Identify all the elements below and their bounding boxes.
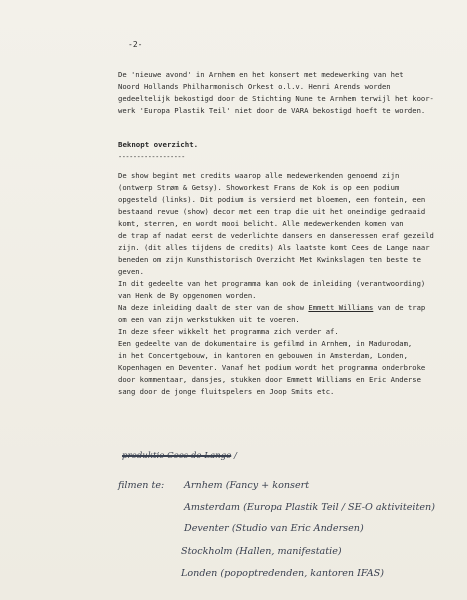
section-heading: Beknopt overzicht. — [118, 140, 199, 149]
intro-line: Noord Hollands Philharmonisch Orkest o.l.v. Henri Arends worden — [118, 82, 391, 91]
handwritten-struck-note — [122, 451, 237, 461]
body-line: De show begint met credits waarop alle medewerkenden genoemd zijn — [118, 171, 400, 180]
body-line: beneden om zijn Kunsthistorisch Overzicht Met Kwinkslagen ten beste te — [118, 255, 421, 264]
body-line: In deze sfeer wikkelt het programma zich verder af. — [118, 327, 339, 336]
body-line: van Henk de By opgenomen worden. — [118, 291, 257, 300]
handwritten-location: Londen (popoptredenden, kantoren IFAS) — [181, 568, 384, 579]
body-line: zijn. (dit alles tijdens de credits) Als laatste komt Cees de Lange naar — [118, 243, 430, 252]
body-line-with-name — [118, 302, 450, 314]
body-line: In dit gedeelte van het programma kan ook de inleiding (verantwoording) — [118, 279, 426, 288]
body-line: de trap af nadat eerst de vederlichte dansers en danseressen eraf gezeild — [118, 231, 434, 240]
body-line: geven. — [118, 267, 144, 276]
body-line: in het Concertgebouw, in kantoren en gebouwen in Amsterdam, Londen, — [118, 351, 408, 360]
body-line: Na deze inleiding daalt de ster van de show — [118, 303, 305, 312]
intro-line: De 'nieuwe avond' in Arnhem en het konsert met medewerking van het — [118, 70, 404, 79]
handwritten-location: Deventer (Studio van Eric Andersen) — [184, 523, 364, 534]
intro-paragraph — [118, 69, 450, 117]
handwritten-location: Arnhem (Fancy + konsert — [184, 480, 310, 491]
body-line: sang door de jonge fluitspelers en Joop Smits etc. — [118, 387, 335, 396]
section-heading-underline: ------------------ — [118, 153, 185, 161]
slash-mark: / — [233, 451, 237, 461]
handwritten-location: Amsterdam (Europa Plastik Teil / SE-O aktiviteiten) — [184, 502, 435, 513]
body-line: opgesteld (links). Dit podium is versierd met bloemen, een fontein, een — [118, 195, 426, 204]
body-line: (ontwerp Strøm & Getsy). Showorkest Frans de Kok is op een podium — [118, 183, 400, 192]
struck-text: produktie Cees de Lange — [122, 451, 232, 461]
body-line: Een gedeelte van de dokumentaire is gefilmd in Arnhem, in Madurodam, — [118, 339, 413, 348]
page-number: -2- — [128, 40, 143, 49]
body-line: om een van zijn werkstukken uit te voeren. — [118, 315, 300, 324]
intro-line: werk 'Europa Plastik Teil' niet door de VARA bekostigd hoeft te worden. — [118, 106, 426, 115]
body-line-tail: van de trap — [373, 303, 426, 312]
body-line: door kommentaar, dansjes, stukken door Emmett Williams en Eric Anderse — [118, 375, 421, 384]
handwritten-location: Stockholm (Hallen, manifestatie) — [181, 546, 342, 557]
intro-line: gedeeltelijk bekostigd door de Stichting Nune te Arnhem terwijl het koor- — [118, 94, 434, 103]
underlined-name: Emmett Williams — [308, 303, 374, 312]
body-line: bestaand revue (show) decor met een trap die uit het oneindige gedraaid — [118, 207, 426, 216]
handwritten-label: filmen te: — [118, 480, 165, 491]
body-paragraph — [118, 170, 450, 398]
body-line: Kopenhagen en Deventer. Vanaf het podium wordt het programma onderbroke — [118, 363, 426, 372]
body-line: komt, sterren, en wordt mooi belicht. Alle medewerkenden komen van — [118, 219, 404, 228]
